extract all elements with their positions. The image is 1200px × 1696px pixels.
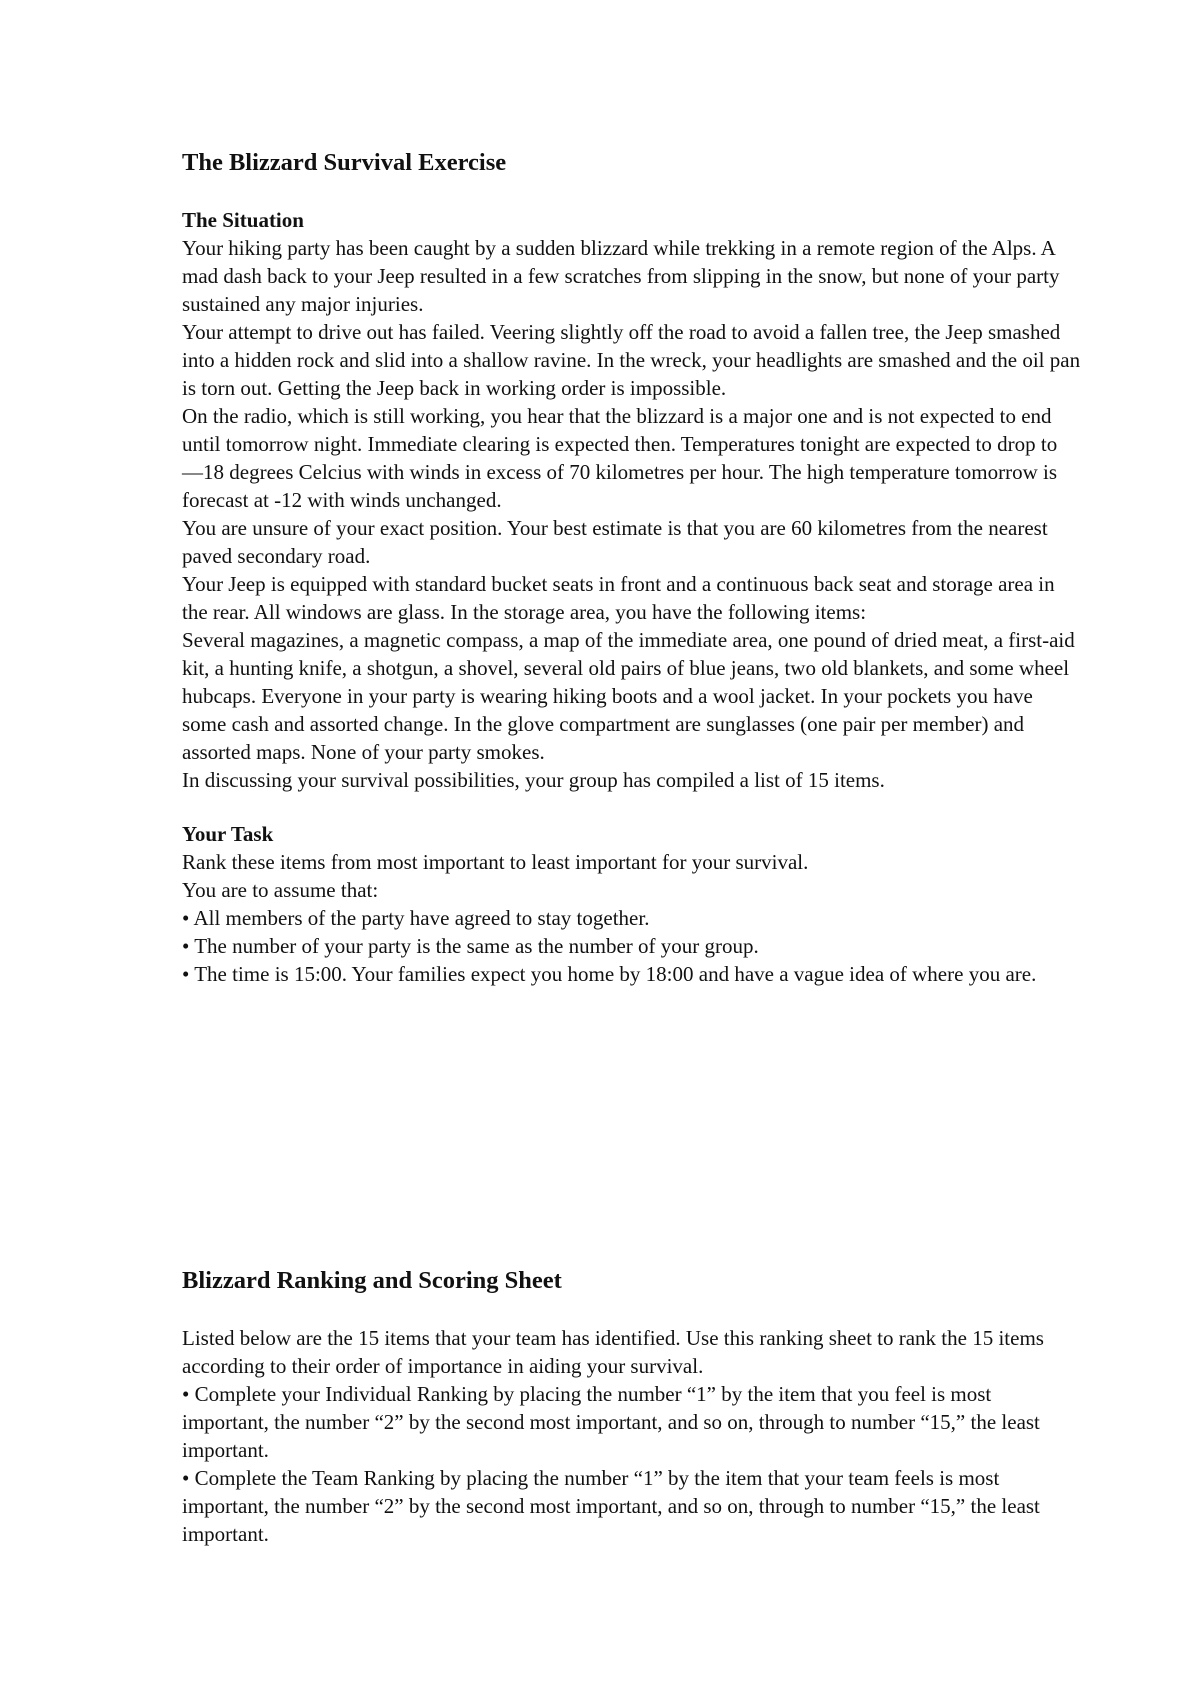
list-item: • All members of the party have agreed to stay together. xyxy=(182,906,650,930)
exercise-title: The Blizzard Survival Exercise xyxy=(182,149,507,176)
task-assume: You are to assume that: xyxy=(182,878,379,902)
section-spacer xyxy=(182,794,1082,820)
list-item: • The time is 15:00. Your families expect you home by 18:00 and have a vague idea of where you are. xyxy=(182,962,1037,986)
situation-paragraph-6: Several magazines, a magnetic compass, a map of the immediate area, one pound of dried meat, a first-aid kit, a hunting knife, a shotgun, a shovel, several old pairs of blue jeans, two old blankets, and some wheel hubcaps. Everyone in your party is wearing hiking boots and a wool jacket. In your pockets you have some cash and assorted change. In the glove compartment are sunglasses (one pair per member) and assorted maps. None of your party smokes. xyxy=(182,628,1075,764)
situation-paragraph-5: Your Jeep is equipped with standard bucket seats in front and a continuous back seat and storage area in the rear. All windows are glass. In the storage area, you have the following items: xyxy=(182,572,1055,624)
scoring-intro: Listed below are the 15 items that your team has identified. Use this ranking sheet to rank the 15 items according to their order of importance in aiding your survival. xyxy=(182,1326,1044,1378)
scoring-instructions-list xyxy=(182,1380,1082,1548)
task-assumptions-list xyxy=(182,904,1082,988)
scoring-section xyxy=(182,1264,1082,1548)
situation-heading: The Situation xyxy=(182,208,304,232)
situation-paragraph-7: In discussing your survival possibilities, your group has compiled a list of 15 items. xyxy=(182,768,885,792)
situation-paragraph-2: Your attempt to drive out has failed. Veering slightly off the road to avoid a fallen tree, the Jeep smashed into a hidden rock and slid into a shallow ravine. In the wreck, your headlights are smashed and the oil pan is torn out. Getting the Jeep back in working order is impossible. xyxy=(182,320,1081,400)
situation-paragraph-1: Your hiking party has been caught by a sudden blizzard while trekking in a remote region of the Alps. A mad dash back to your Jeep resulted in a few scratches from slipping in the snow, but none of your party sustained any major injuries. xyxy=(182,236,1060,316)
task-intro: Rank these items from most important to least important for your survival. xyxy=(182,850,809,874)
list-item: • The number of your party is the same as the number of your group. xyxy=(182,934,759,958)
situation-paragraph-3: On the radio, which is still working, you hear that the blizzard is a major one and is not expected to end until tomorrow night. Immediate clearing is expected then. Temperatures tonight are expected to drop to —18 degrees Celcius with winds in excess of 70 kilometres per hour. The high temperature tomorrow is forecast at -12 with winds unchanged. xyxy=(182,404,1058,512)
task-heading: Your Task xyxy=(182,822,274,846)
situation-paragraph-4: You are unsure of your exact position. Your best estimate is that you are 60 kilometres from the nearest paved secondary road. xyxy=(182,516,1048,568)
list-item: • Complete your Individual Ranking by placing the number “1” by the item that you feel is most important, the number “2” by the second most important, and so on, through to number “15,” the least important. xyxy=(182,1382,1040,1462)
exercise-section xyxy=(182,146,1082,988)
list-item: • Complete the Team Ranking by placing the number “1” by the item that your team feels is most important, the number “2” by the second most important, and so on, through to number “15,” the least important. xyxy=(182,1466,1040,1546)
scoring-title: Blizzard Ranking and Scoring Sheet xyxy=(182,1267,562,1294)
